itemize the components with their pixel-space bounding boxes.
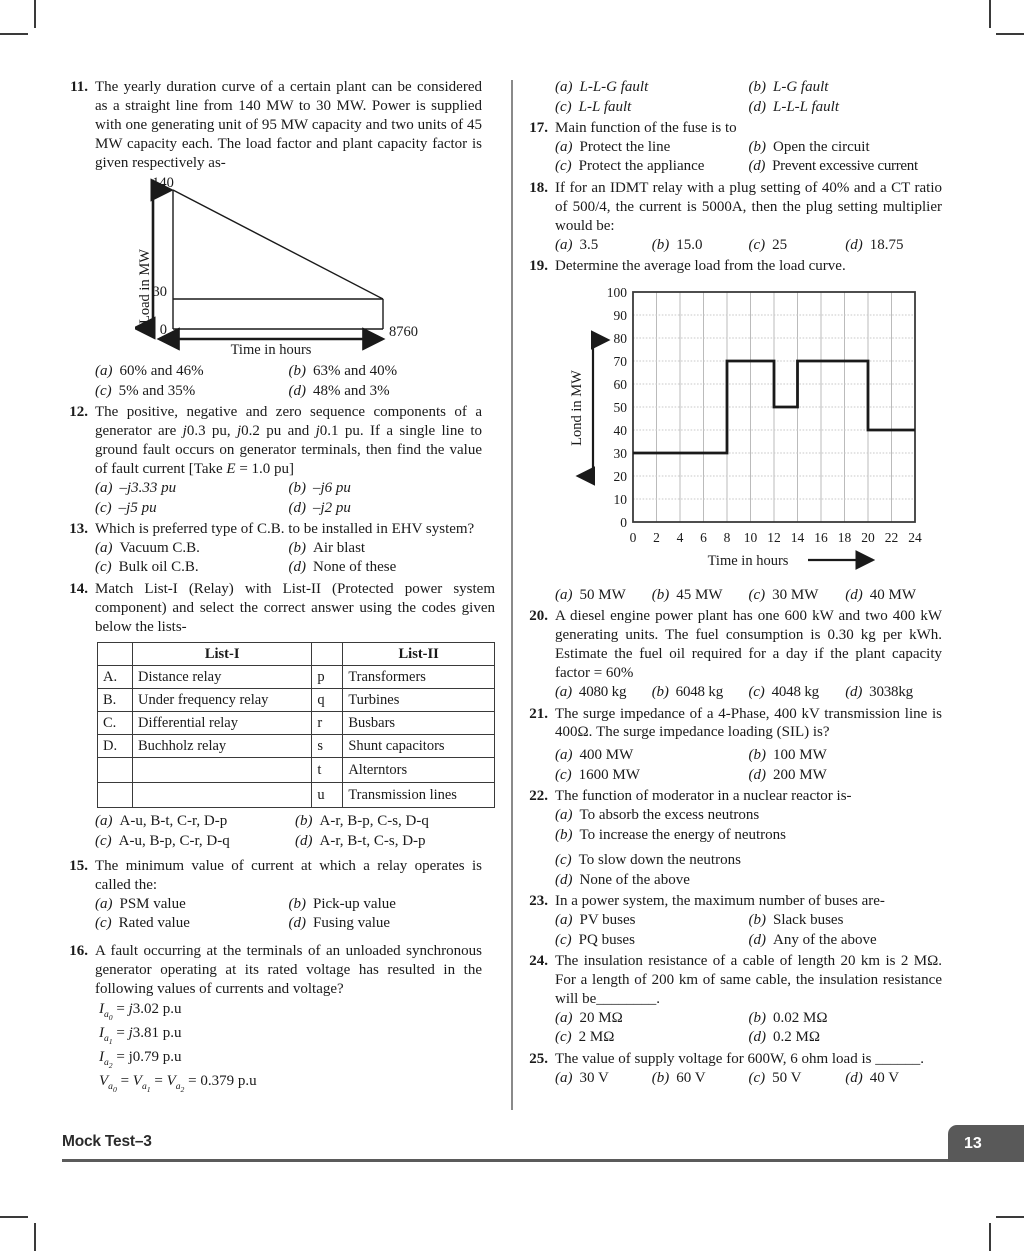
- question-25-number: 25.: [529, 1050, 548, 1067]
- question-19-text: Determine the average load from the load curve.: [555, 258, 846, 275]
- option-24-c[interactable]: (c) 2 MΩ: [555, 1029, 615, 1046]
- svg-text:140: 140: [152, 175, 174, 192]
- option-15-c[interactable]: (c) Rated value: [95, 915, 190, 932]
- table-row: t Alterntors: [98, 758, 495, 783]
- question-22-number: 22.: [529, 788, 548, 805]
- option-17-d[interactable]: (d) Prevent excessive current: [748, 158, 918, 175]
- question-21: [522, 705, 942, 786]
- question-25-options: [555, 1069, 942, 1089]
- option-23-c[interactable]: (c) PQ buses: [555, 931, 635, 948]
- option-21-c[interactable]: (c) 1600 MW: [555, 766, 640, 783]
- question-17-options: [555, 138, 942, 177]
- load-curve-figure: [555, 280, 942, 580]
- header-list-ii: List-II: [343, 642, 495, 665]
- option-19-a[interactable]: (a) 50 MW: [555, 586, 626, 603]
- option-17-c[interactable]: (c) Protect the appliance: [555, 158, 705, 175]
- question-11-options: [95, 362, 482, 401]
- match-list-table: [97, 642, 495, 809]
- header-blank-left: [98, 642, 133, 665]
- option-23-a[interactable]: (a) PV buses: [555, 912, 636, 929]
- question-20-number: 20.: [529, 608, 548, 625]
- question-12-text: The positive, negative and zero sequence components of a generator are j0.3 pu, j0.2 pu and j0.1 pu. If a single line to ground fault occurs on generator terminals, then find the value of fault current [Take E = 1.0 pu]: [95, 404, 482, 478]
- option-20-a[interactable]: (a) 4080 kg: [555, 684, 627, 701]
- question-17-number: 17.: [529, 120, 548, 136]
- option-20-d[interactable]: (d) 3038kg: [845, 684, 913, 701]
- svg-text:10: 10: [613, 491, 627, 507]
- question-24: [522, 952, 942, 1048]
- question-18-number: 18.: [529, 179, 548, 196]
- crop-mark-top-left-horizontal: [0, 33, 28, 35]
- question-16-number: 16.: [69, 942, 88, 959]
- option-13-d[interactable]: (d) None of these: [288, 559, 397, 576]
- svg-text:8: 8: [723, 529, 731, 545]
- column-divider: [511, 80, 513, 1110]
- svg-text:18: 18: [837, 529, 852, 545]
- left-column: [62, 78, 500, 1097]
- option-18-b[interactable]: (b) 15.0: [651, 236, 703, 253]
- equation-ia2: $I_{a_2} = j0.79$ p.u: [99, 1048, 182, 1070]
- duration-curve-figure: [95, 174, 482, 356]
- option-25-c[interactable]: (c) 50 V: [748, 1069, 802, 1086]
- option-20-b[interactable]: (b) 6048 kg: [651, 684, 723, 701]
- crop-mark-bottom-left-horizontal: [0, 1216, 28, 1218]
- option-12-b[interactable]: (b) –j6 pu: [288, 480, 351, 497]
- question-12-number: 12.: [69, 404, 88, 421]
- option-14-c[interactable]: (c) A-u, B-p, C-r, D-q: [95, 832, 230, 849]
- table-row: C. Differential relay r Busbars: [98, 711, 495, 734]
- option-15-a[interactable]: (a) PSM value: [95, 895, 186, 912]
- option-24-a[interactable]: (a) 20 MΩ: [555, 1009, 623, 1026]
- option-13-c[interactable]: (c) Bulk oil C.B.: [95, 559, 199, 576]
- question-24-options: [555, 1009, 942, 1048]
- svg-text:80: 80: [613, 330, 627, 346]
- svg-text:0: 0: [629, 529, 637, 545]
- option-19-b[interactable]: (b) 45 MW: [651, 586, 723, 603]
- question-25-text: The value of supply voltage for 600W, 6 ohm load is ______.: [555, 1050, 924, 1067]
- question-11-text: The yearly duration curve of a certain plant can be considered as a straight line from 140 MW to 30 MW. Power is supplied with one generating unit of 95 MW capacity and two units of 45 MW capacity each. The load factor and plant capacity factor is given respectively as-: [95, 79, 482, 171]
- option-18-a[interactable]: (a) 3.5: [555, 236, 599, 253]
- option-22-c[interactable]: (c) To slow down the neutrons: [555, 852, 741, 869]
- two-column-layout: [62, 78, 962, 1097]
- svg-text:50: 50: [613, 399, 627, 415]
- question-17: [522, 119, 942, 177]
- svg-text:30: 30: [152, 284, 167, 301]
- crop-mark-bottom-left-vertical: [34, 1223, 36, 1251]
- option-23-b[interactable]: (b) Slack buses: [748, 912, 844, 929]
- option-11-c[interactable]: (c) 5% and 35%: [95, 382, 196, 399]
- question-11: [62, 78, 482, 401]
- duration-curve-svg: [135, 174, 475, 356]
- option-19-c[interactable]: (c) 30 MW: [748, 586, 819, 603]
- question-18-options: [555, 236, 942, 256]
- question-20-text: A diesel engine power plant has one 600 kW and two 400 kW generating units. The fuel consumption is 0.30 kg per kWh. Estimate the fuel oil required for a day if the plant capacity factor = 60%: [555, 608, 942, 682]
- option-13-a[interactable]: (a) Vacuum C.B.: [95, 539, 200, 556]
- equation-ia1: $I_{a_1} = j3.81$ p.u: [99, 1024, 182, 1046]
- option-21-d[interactable]: (d) 200 MW: [748, 766, 827, 783]
- question-23-options: [555, 911, 942, 950]
- question-16-options: [555, 78, 942, 117]
- option-15-d[interactable]: (d) Fusing value: [288, 915, 391, 932]
- option-11-d[interactable]: (d) 48% and 3%: [288, 382, 390, 399]
- equation-va: $V_{a_0} = V_{a_1} = V_{a_2} = 0.379$ p.u: [99, 1072, 257, 1094]
- option-11-b[interactable]: (b) 63% and 40%: [288, 363, 398, 380]
- option-16-a[interactable]: (a) L-L-G fault: [555, 79, 649, 95]
- option-24-b[interactable]: (b) 0.02 MΩ: [748, 1009, 828, 1026]
- svg-text:14: 14: [790, 529, 805, 545]
- footer-rule: [62, 1159, 948, 1162]
- option-20-c[interactable]: (c) 4048 kg: [748, 684, 819, 701]
- question-14-number: 14.: [69, 580, 88, 597]
- question-20-options: [555, 683, 942, 703]
- svg-text:24: 24: [908, 529, 922, 545]
- svg-text:22: 22: [884, 529, 899, 545]
- question-21-number: 21.: [529, 705, 548, 722]
- footer-test-title: Mock Test–3: [62, 1133, 152, 1150]
- question-21-text: The surge impedance of a 4-Phase, 400 kV transmission line is 400Ω. The surge impedance loading (SIL) is?: [555, 705, 942, 741]
- question-17-text: Main function of the fuse is to: [555, 120, 737, 136]
- option-18-d[interactable]: (d) 18.75: [845, 236, 904, 253]
- load-curve-svg: [563, 280, 943, 580]
- question-19: [522, 257, 942, 605]
- question-23-number: 23.: [529, 893, 548, 910]
- svg-text:16: 16: [814, 529, 828, 545]
- option-14-d[interactable]: (d) A-r, B-t, C-s, D-p: [295, 832, 426, 849]
- question-14: [62, 580, 495, 851]
- svg-text:60: 60: [613, 376, 627, 392]
- option-22-d[interactable]: (d) None of the above: [555, 871, 690, 888]
- question-13-text: Which is preferred type of C.B. to be installed in EHV system?: [95, 521, 475, 538]
- option-14-b[interactable]: (b) A-r, B-p, C-s, D-q: [295, 813, 429, 830]
- svg-text:40: 40: [613, 422, 627, 438]
- svg-text:20: 20: [861, 529, 875, 545]
- question-13: [62, 520, 482, 578]
- option-24-d[interactable]: (d) 0.2 MΩ: [748, 1029, 820, 1046]
- table-row: B. Under frequency relay q Turbines: [98, 688, 495, 711]
- option-11-a[interactable]: (a) 60% and 46%: [95, 363, 204, 380]
- option-16-c[interactable]: (c) L-L fault: [555, 98, 632, 115]
- table-row: D. Buchholz relay s Shunt capacitors: [98, 735, 495, 758]
- question-24-number: 24.: [529, 953, 548, 970]
- question-16: [62, 942, 482, 1095]
- crop-mark-top-left-vertical: [34, 0, 36, 28]
- option-21-b[interactable]: (b) 100 MW: [748, 747, 827, 764]
- question-20: [522, 607, 942, 702]
- right-column: [500, 78, 942, 1090]
- question-11-number: 11.: [70, 79, 88, 95]
- table-header-row: [98, 642, 495, 665]
- option-16-d[interactable]: (d) L-L-L fault: [748, 98, 839, 115]
- question-21-options: [555, 746, 942, 785]
- question-13-options: [95, 539, 482, 578]
- crop-mark-top-right-vertical: [989, 0, 991, 28]
- option-15-b[interactable]: (b) Pick-up value: [288, 895, 396, 912]
- table-row: A. Distance relay p Transformers: [98, 665, 495, 688]
- option-12-a[interactable]: (a) –j3.33 pu: [95, 480, 177, 497]
- question-19-number: 19.: [529, 258, 548, 275]
- option-17-b[interactable]: (b) Open the circuit: [748, 138, 870, 155]
- crop-mark-bottom-right-vertical: [989, 1223, 991, 1251]
- option-25-d[interactable]: (d) 40 V: [845, 1069, 900, 1086]
- option-17-a[interactable]: (a) Protect the line: [555, 138, 671, 155]
- svg-text:8760: 8760: [389, 324, 418, 341]
- svg-text:0: 0: [620, 514, 627, 530]
- question-22-text: The function of moderator in a nuclear reactor is-: [555, 788, 852, 805]
- svg-text:30: 30: [613, 445, 627, 461]
- svg-text:2: 2: [653, 529, 660, 545]
- option-16-b[interactable]: (b) L-G fault: [748, 79, 829, 95]
- crop-mark-top-right-horizontal: [996, 33, 1024, 35]
- question-13-number: 13.: [69, 521, 88, 538]
- question-19-options: [555, 586, 942, 606]
- svg-text:Time in hours: Time in hours: [230, 342, 312, 357]
- option-21-a[interactable]: (a) 400 MW: [555, 747, 634, 764]
- question-23-text: In a power system, the maximum number of buses are-: [555, 893, 885, 910]
- question-15-number: 15.: [69, 858, 88, 875]
- question-16-text: A fault occurring at the terminals of an unloaded synchronous generator operating at its rated voltage has resulted in the following values of currents and voltage?: [95, 942, 482, 997]
- svg-text:Lond in MW: Lond in MW: [569, 370, 585, 446]
- question-12: [62, 403, 482, 518]
- svg-text:0: 0: [159, 322, 167, 339]
- crop-mark-bottom-right-horizontal: [996, 1216, 1024, 1218]
- duration-curve-ylabel: Load in MW: [137, 249, 153, 325]
- question-15-text: The minimum value of current at which a relay operates is called the:: [95, 858, 482, 894]
- option-18-c[interactable]: (c) 25: [748, 236, 788, 253]
- svg-text:70: 70: [613, 353, 627, 369]
- equation-ia0: $I_{a_0} = j3.02$ p.u: [99, 1000, 182, 1022]
- question-23: [522, 892, 942, 950]
- option-22-b[interactable]: (b) To increase the energy of neutrons: [555, 826, 787, 843]
- header-blank-right: [312, 642, 343, 665]
- question-18-text: If for an IDMT relay with a plug setting of 40% and a CT ratio of 500/4, the current is 5000A, then the plug setting multiplier would be:: [555, 179, 942, 234]
- table-row: u Transmission lines: [98, 783, 495, 808]
- question-15-options: [95, 895, 482, 934]
- question-25: [522, 1050, 942, 1088]
- question-24-text: The insulation resistance of a cable of length 20 km is 2 MΩ. For a length of 200 km of same cable, the insulation resistance will be________.: [555, 953, 942, 1007]
- svg-text:100: 100: [606, 284, 627, 300]
- page-footer: [62, 1125, 1024, 1169]
- option-19-d[interactable]: (d) 40 MW: [845, 586, 916, 603]
- svg-text:20: 20: [613, 468, 627, 484]
- svg-text:6: 6: [700, 529, 707, 545]
- page-number-badge: [948, 1125, 1024, 1162]
- question-16-options-continued: [522, 78, 942, 117]
- question-12-options: [95, 479, 482, 518]
- page-content: [62, 78, 962, 1097]
- svg-text:90: 90: [613, 307, 627, 323]
- question-22: [522, 787, 942, 890]
- svg-text:10: 10: [743, 529, 758, 545]
- option-23-d[interactable]: (d) Any of the above: [748, 931, 877, 948]
- option-25-b[interactable]: (b) 60 V: [651, 1069, 706, 1086]
- option-13-b[interactable]: (b) Air blast: [288, 539, 366, 556]
- option-22-a[interactable]: (a) To absorb the excess neutrons: [555, 807, 760, 824]
- svg-text:Time in hours: Time in hours: [707, 552, 789, 569]
- svg-text:12: 12: [767, 529, 781, 545]
- question-14-text: Match List-I (Relay) with List-II (Protected power system component) and select the correct answer using the codes given below the lists-: [95, 580, 495, 635]
- svg-text:4: 4: [676, 529, 684, 545]
- option-12-c[interactable]: (c) –j5 pu: [95, 499, 157, 516]
- question-18: [522, 179, 942, 255]
- question-15: [62, 857, 482, 934]
- header-list-i: List-I: [133, 642, 312, 665]
- question-22-options: [555, 806, 942, 890]
- option-25-a[interactable]: (a) 30 V: [555, 1069, 609, 1086]
- option-14-a[interactable]: (a) A-u, B-t, C-r, D-p: [95, 813, 228, 830]
- page-number-text: 13: [964, 1134, 982, 1152]
- option-12-d[interactable]: (d) –j2 pu: [288, 499, 351, 516]
- question-14-options: [95, 812, 495, 851]
